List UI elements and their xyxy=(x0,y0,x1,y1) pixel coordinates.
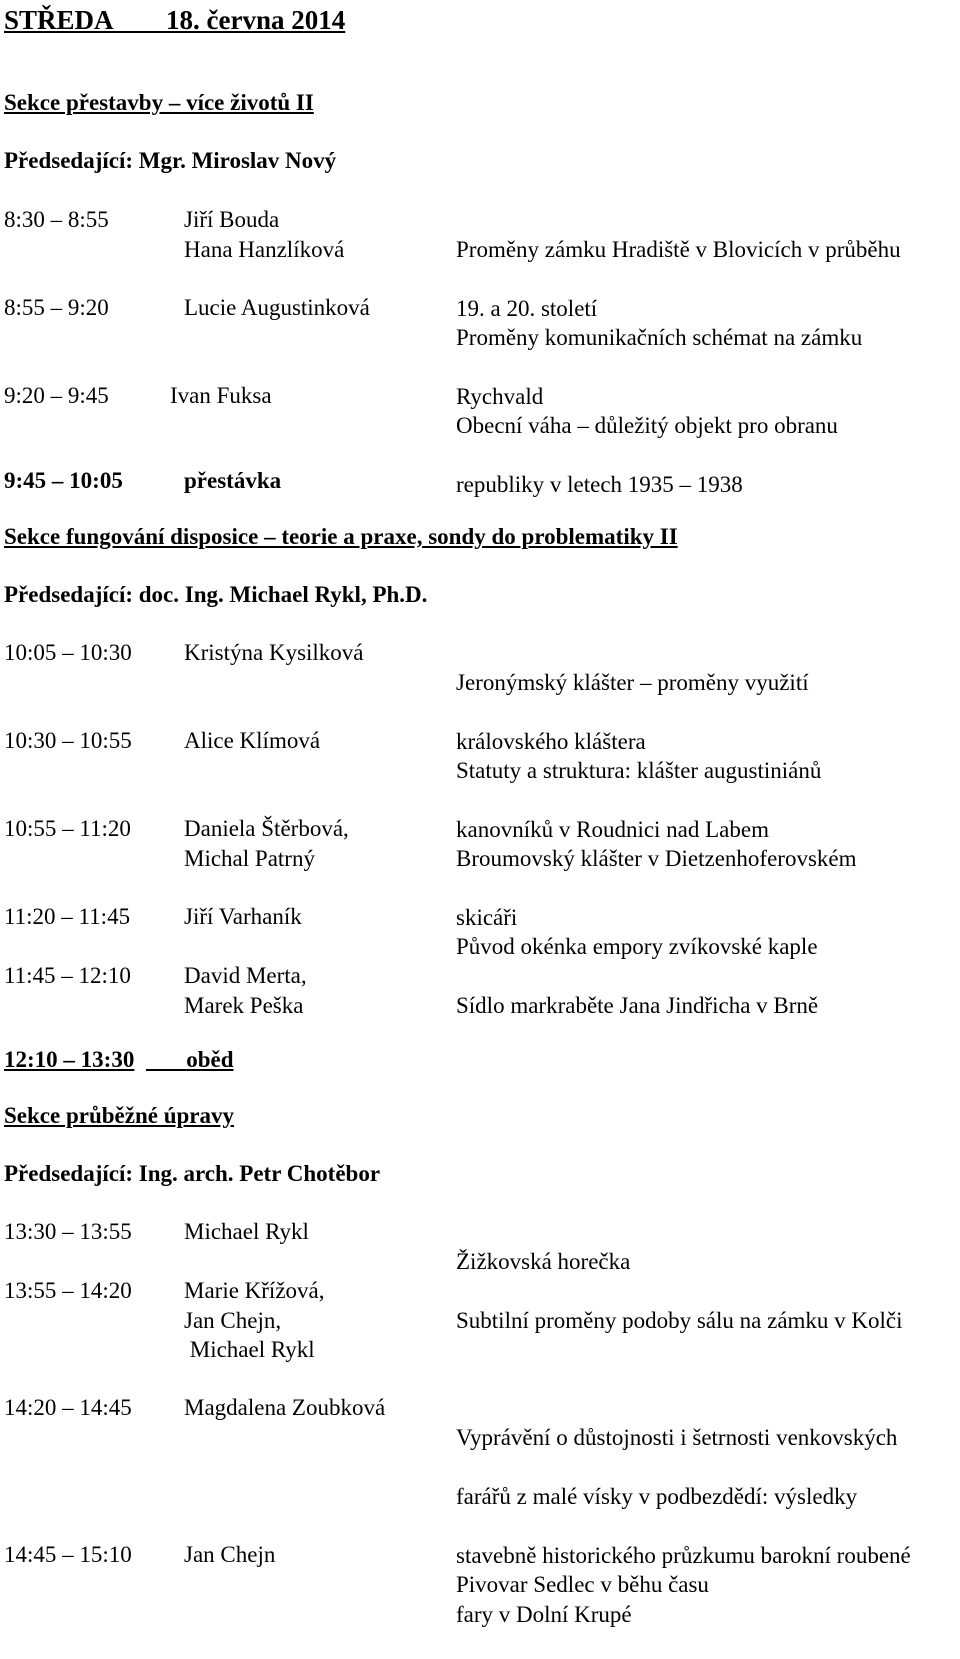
title-line: stavebně historického průzkumu barokní roubené xyxy=(456,1542,911,1568)
speaker-name: Jan Chejn, xyxy=(184,1307,282,1333)
section-title: Sekce průběžné úpravy xyxy=(4,1103,234,1128)
speaker-name: Lucie Augustinková xyxy=(184,295,370,320)
speaker-name: Ivan Fuksa xyxy=(170,383,272,408)
title-line: Pivovar Sedlec v běhu času xyxy=(456,1571,709,1597)
title-line: kanovníků v Roudnici nad Labem xyxy=(456,816,769,842)
talk-speakers xyxy=(184,638,364,668)
talk-time: 10:55 – 11:20 xyxy=(4,816,131,841)
talk-time: 8:30 – 8:55 xyxy=(4,207,109,232)
speaker-name: Jan Chejn xyxy=(184,1542,276,1567)
speaker-name: Hana Hanzlíková xyxy=(184,236,345,262)
title-line: fary v Dolní Krupé xyxy=(456,1601,632,1627)
speaker-name: Marie Křížová, xyxy=(184,1278,325,1303)
section-chair: Předsedající: Mgr. Miroslav Nový xyxy=(4,148,337,173)
section-title: Sekce fungování disposice – teorie a praxe, sondy do problematiky II xyxy=(4,524,678,549)
speaker-name: Michael Rykl xyxy=(184,1337,315,1362)
section-title: Sekce přestavby – více životů II xyxy=(4,90,314,115)
talk-time: 11:20 – 11:45 xyxy=(4,904,131,929)
talk-time: 8:55 – 9:20 xyxy=(4,295,109,320)
talk-title xyxy=(456,381,960,529)
title-line: Rychvald xyxy=(456,383,544,409)
title-line: farářů z malé vísky v podbezdědí: výsledky xyxy=(456,1483,858,1509)
date-heading xyxy=(4,2,345,38)
break-time: 12:10 – 13:30 xyxy=(4,1047,135,1072)
speaker-name: Michael Rykl xyxy=(184,1219,309,1244)
talk-time: 11:45 – 12:10 xyxy=(4,963,131,988)
talk-speakers xyxy=(184,902,302,932)
speaker-name: Jiří Varhaník xyxy=(184,904,302,929)
speaker-name: Alice Klímová xyxy=(184,728,321,753)
speaker-name: Jiří Bouda xyxy=(184,207,280,232)
talk-time: 9:20 – 9:45 xyxy=(4,383,109,408)
title-line: 19. a 20. století xyxy=(456,295,598,321)
title-line: Broumovský klášter v Dietzenhoferovském xyxy=(456,845,857,871)
speaker-name: Magdalena Zoubková xyxy=(184,1395,386,1420)
day-name: STŘEDA xyxy=(4,5,113,35)
speaker-name: Michal Patrný xyxy=(184,845,315,871)
talk-title xyxy=(456,961,960,1050)
talk-time: 14:20 – 14:45 xyxy=(4,1395,132,1420)
talk-time: 14:45 – 15:10 xyxy=(4,1542,132,1567)
title-line: Žižkovská horečka xyxy=(456,1248,631,1274)
break-time: 9:45 – 10:05 xyxy=(4,468,123,493)
talk-speakers xyxy=(170,381,272,411)
talk-title xyxy=(456,1276,960,1365)
break-label: přestávka xyxy=(184,468,282,493)
talk-speakers xyxy=(184,1276,325,1365)
talk-speakers xyxy=(184,205,344,264)
title-line: Jeronýmský klášter – proměny využití xyxy=(456,669,809,695)
title-line: republiky v letech 1935 – 1938 xyxy=(456,471,743,497)
title-line: Statuty a struktura: klášter augustiniánů xyxy=(456,757,822,783)
speaker-name: Marek Peška xyxy=(184,992,304,1018)
section-chair: Předsedající: Ing. arch. Petr Chotěbor xyxy=(4,1161,381,1186)
title-line: královského kláštera xyxy=(456,728,646,754)
date-text: 18. června 2014 xyxy=(166,5,346,35)
talk-speakers xyxy=(184,1217,309,1247)
title-line: skicáři xyxy=(456,904,518,930)
break-label-text: oběd xyxy=(186,1047,234,1072)
talk-time: 13:30 – 13:55 xyxy=(4,1219,132,1244)
talk-time: 10:30 – 10:55 xyxy=(4,728,132,753)
title-line: Sídlo markraběte Jana Jindřicha v Brně xyxy=(456,992,819,1018)
talk-speakers xyxy=(184,1393,385,1423)
speaker-name: Kristýna Kysilková xyxy=(184,640,364,665)
talk-time: 10:05 – 10:30 xyxy=(4,640,132,665)
title-line: Subtilní proměny podoby sálu na zámku v Kolči xyxy=(456,1307,903,1333)
program-page xyxy=(4,0,960,1627)
talk-speakers xyxy=(184,961,307,1020)
talk-time: 13:55 – 14:20 xyxy=(4,1278,132,1303)
title-line: Původ okénka empory zvíkovské kaple xyxy=(456,933,818,959)
talk-speakers xyxy=(184,726,320,756)
talk-speakers xyxy=(184,293,370,323)
talk-speakers xyxy=(184,1540,275,1570)
title-line: Proměny zámku Hradiště v Blovicích v průběhu xyxy=(456,236,901,262)
title-line: Obecní váha – důležitý objekt pro obranu xyxy=(456,412,838,438)
talk-title xyxy=(456,1540,960,1629)
break-label xyxy=(146,1045,234,1075)
speaker-name: Daniela Štěrbová, xyxy=(184,816,349,841)
section-chair: Předsedající: doc. Ing. Michael Rykl, Ph.D. xyxy=(4,582,428,607)
title-line: Proměny komunikačních schémat na zámku xyxy=(456,324,863,350)
title-line: Vyprávění o důstojnosti i šetrnosti venkovských xyxy=(456,1424,898,1450)
speaker-name: David Merta, xyxy=(184,963,307,988)
talk-speakers xyxy=(184,814,349,873)
